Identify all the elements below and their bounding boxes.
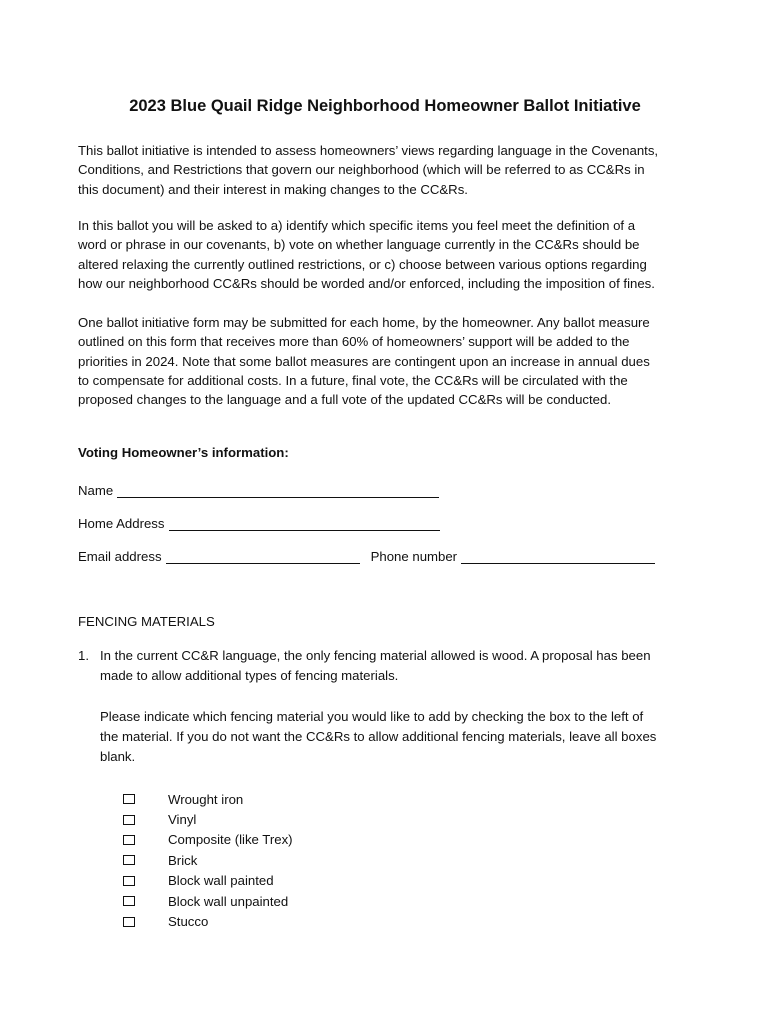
question-instructions [100, 707, 700, 766]
question-line: In the current CC&R language, the only fencing material allowed is wood. A proposal has been [100, 648, 651, 663]
question-line: made to allow additional types of fencing materials. [100, 667, 399, 683]
paragraph-line: One ballot initiative form may be submitted for each home, by the homeowner. Any ballot measure [78, 315, 650, 330]
paragraph-line: word or phrase in our covenants, b) vote on whether language currently in the CC&Rs should be [78, 237, 640, 253]
question-number: 1. [78, 648, 89, 663]
paragraph-line: In this ballot you will be asked to a) identify which specific items you feel meet the definition of a [78, 218, 636, 233]
intro-paragraph-submission [78, 313, 698, 409]
home-address-field[interactable] [169, 516, 440, 531]
option-composite [123, 830, 293, 850]
instruction-line: the material. If you do not want the CC&Rs to allow additional fencing materials, leave all boxes [100, 728, 657, 744]
block-wall-painted-checkbox[interactable] [123, 876, 135, 886]
instruction-line: blank. [100, 748, 136, 764]
option-block-wall-unpainted [123, 891, 293, 911]
option-label: Vinyl [168, 812, 197, 828]
option-label: Brick [168, 852, 198, 868]
intro-paragraph-purpose [78, 141, 698, 199]
wrought-iron-checkbox[interactable] [123, 794, 135, 804]
paragraph-line: Conditions, and Restrictions that govern our neighborhood (which will be referred to as CC&Rs in [78, 162, 645, 178]
instruction-line: Please indicate which fencing material you would like to add by checking the box to the left of [100, 709, 644, 724]
phone-label: Phone number [370, 549, 458, 564]
fencing-options-list [123, 789, 293, 932]
vinyl-checkbox[interactable] [123, 815, 135, 825]
intro-paragraph-instructions [78, 216, 698, 293]
name-label: Name [78, 483, 114, 498]
contact-field-row [78, 549, 655, 564]
page-title: 2023 Blue Quail Ridge Neighborhood Homeowner Ballot Initiative [129, 97, 641, 115]
block-wall-unpainted-checkbox[interactable] [123, 896, 135, 906]
paragraph-line: outlined on this form that receives more than 60% of homeowners’ support will be added to the [78, 334, 630, 350]
stucco-checkbox[interactable] [123, 917, 135, 927]
option-label: Composite (like Trex) [168, 832, 293, 848]
paragraph-line: how our neighborhood CC&Rs should be worded and/or enforced, including the imposition of fines. [78, 275, 655, 291]
paragraph-line: altered relaxing the currently outlined restrictions, or c) choose between various options regarding [78, 256, 647, 272]
composite-checkbox[interactable] [123, 835, 135, 845]
paragraph-line: to compensate for additional costs. In a future, final vote, the CC&Rs will be circulated with the [78, 372, 628, 388]
name-field[interactable] [117, 483, 439, 498]
option-label: Block wall unpainted [168, 893, 289, 909]
phone-field[interactable] [461, 549, 655, 564]
brick-checkbox[interactable] [123, 855, 135, 865]
home-address-field-row [78, 516, 440, 531]
option-label: Block wall painted [168, 873, 274, 889]
paragraph-line: proposed changes to the language and a full vote of the updated CC&Rs will be conducted. [78, 392, 611, 408]
email-field[interactable] [166, 549, 360, 564]
question-text [100, 646, 700, 686]
option-stucco [123, 911, 293, 931]
option-label: Stucco [168, 914, 209, 930]
option-label: Wrought iron [168, 791, 244, 807]
paragraph-line: this document) and their interest in making changes to the CC&Rs. [78, 181, 468, 197]
option-wrought-iron [123, 789, 293, 809]
email-label: Email address [78, 549, 162, 564]
home-address-label: Home Address [78, 516, 165, 531]
option-vinyl [123, 809, 293, 829]
fencing-section-heading: FENCING MATERIALS [78, 614, 215, 629]
option-block-wall-painted [123, 871, 293, 891]
homeowner-info-heading: Voting Homeowner’s information: [78, 445, 289, 460]
paragraph-line: This ballot initiative is intended to assess homeowners’ views regarding language in the Covenants, [78, 143, 659, 158]
name-field-row [78, 483, 439, 498]
paragraph-line: priorities in 2024. Note that some ballot measures are contingent upon an increase in annual dues [78, 353, 650, 369]
option-brick [123, 850, 293, 870]
